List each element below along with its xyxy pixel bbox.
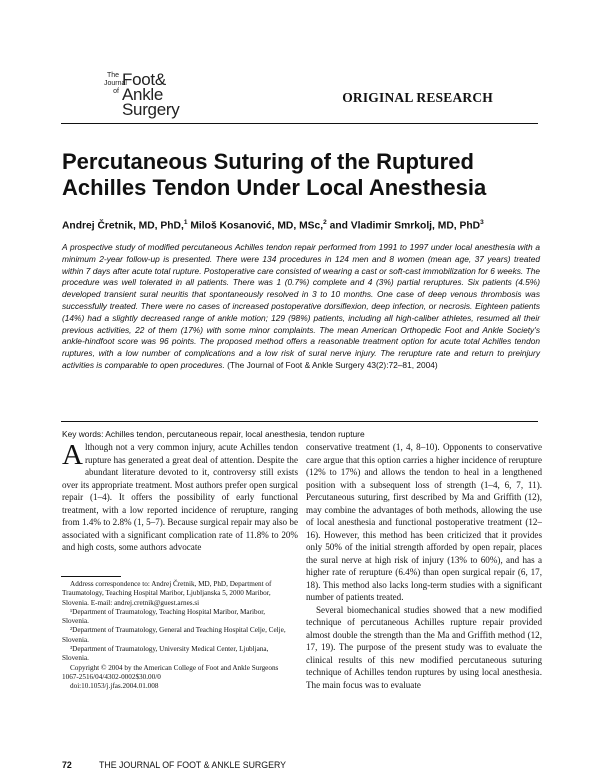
abstract-citation: (The Journal of Foot & Ankle Surgery 43(2):72–81, 2004) [227, 359, 438, 370]
footnote-doi: doi:10.1053/j.jfas.2004.01.008 [70, 682, 159, 691]
body-column-left [62, 441, 298, 575]
logo-line-of: of [113, 88, 119, 95]
article-title-line-1: Percutaneous Suturing of the Ruptured [62, 149, 474, 174]
article-title-line-2: Achilles Tendon Under Local Anesthesia [62, 175, 487, 200]
logo-line-journal: Journal [104, 80, 127, 87]
footnote-affiliation-3: ³Department of Traumatology, University Medical Center, Ljubljana, Slovenia. [62, 645, 269, 663]
footnotes [62, 580, 290, 692]
body-paragraph: Several biomechanical studies showed that a new modified technique of percutaneous Achilles rupture repair provided almost double the strength than the Ma and Griffith method (12, 17, 19). The purpose of the present study was to evaluate the clinical results of this new modified percutaneous suturing technique of Achilles tendon ruptures by using local anesthesia. The main focus was to evaluate [306, 604, 542, 690]
footnote-copyright: Copyright © 2004 by the American College of Foot and Ankle Surgeons 1067-2516/04/4302-0002$30.00/0 [62, 663, 279, 681]
body-paragraph-text: lthough not a very common injury, acute Achilles tendon rupture has generated a great deal of attention. Despite the abundant literature devoted to it, controversy still exists over its appropriate treatment. Most authors prefer open surgical repair (1–4). It offers the possibility of early functional treatment, with a low reported incidence of rerupture, ranging from 1.4% to 2.8% (1, 5–7). Because surgical repair may also be associated with a significant complication rate of 11.8% to 20% and high costs, some authors advocate [62, 442, 298, 552]
logo-line-foot: Foot& [122, 70, 166, 89]
abstract [62, 242, 540, 372]
author-affiliation-marker: 3 [480, 219, 484, 226]
abstract-rule [61, 421, 538, 422]
section-label: ORIGINAL RESEARCH [342, 90, 493, 105]
journal-logo [84, 71, 204, 119]
footnote-rule [61, 576, 121, 577]
footnote-correspondence: Address correspondence to: Andrej Čretnik, MD, PhD, Department of Traumatology, Teaching Hospital Maribor, Ljubljanska 5, 2000 Maribor, Slovenia. E-mail: andrej.cretnik@guest.arnes.si [62, 580, 272, 607]
logo-line-the: The [106, 72, 119, 79]
author-affiliation-marker: 1 [183, 219, 188, 226]
logo-line-ankle: Ankle [122, 85, 164, 104]
body-paragraph [62, 441, 298, 554]
footnote-affiliation-2: ²Department of Traumatology, General and Teaching Hospital Celje, Celje, Slovenia. [62, 626, 286, 644]
logo-line-surgery: Surgery [122, 100, 180, 119]
page-number: 72 [62, 760, 72, 770]
author-name: and Vladimir Smrkolj, MD, PhD [329, 220, 481, 232]
abstract-text: A prospective study of modified percutaneous Achilles tendon repair performed from 1991 to 1997 under local anesthesia with a minimum 2-year follow-up is presented. There were 134 procedures in 124 men and 8 women (mean age, 37 years) treated within 7 days after acute total rupture. Postoperative care consisted of wearing a cast or soft-cast immobilization for 6 weeks. The procedure was well tolerated in all patients. There was 1 (0.7%) complete and 4 (3%) partial reruptures. Six patients (4.5%) developed transient sural neuritis that spontaneously resolved in 3 to 10 months. One case of deep venous thrombosis was successfully treated. There were no cases of increased postoperative dorsiflexion, deep infection, or necrosis. Eighteen patients (14%) had a slightly decreased range of ankle motion; 129 (98%) patients, including all high-caliber athletes, resumed all their previous activities, 22 of them (17%) with some minor complaints. The mean American Orthopedic Foot and Ankle Society's ankle-hindfoot score was 96 points. The proposed method offers a reasonable treatment option for acute total Achilles tendon ruptures, with a low number of complications and a low risk of sural nerve injury. The rerupture rate and return to preinjury activities is comparable to open procedures. [62, 242, 540, 370]
body-column-right [306, 441, 542, 746]
author-name: Andrej Čretnik, MD, PhD, [62, 220, 184, 232]
journal-logo-title [122, 72, 179, 117]
body-paragraph: conservative treatment (1, 4, 8–10). Opponents to conservative care argue that this option carries a higher incidence of rerupture (12% to 17%) and allows the tendon to heal in a lengthened position with a subsequent loss of strength (1–4, 6, 7, 11). Percutaneous suturing, first described by Ma and Griffith (12), may combine the advantages of both methods, allowing the use of local anesthesia and functional postoperative treatment (12–16). However, this method has been criticized that it provides only 50% of the initial strength afforded by open repair, places the sural nerve at high risk of injury (13% to 60%), and has a higher rate of rerupture (6.4%) than open surgical repair (6, 17, 18). This method also lacks long-term studies with a significant number of patients treated. [306, 442, 542, 602]
drop-cap: A [62, 441, 83, 471]
journal-logo-small-text [104, 72, 127, 96]
article-title [62, 149, 542, 201]
keywords: Key words: Achilles tendon, percutaneous repair, local anesthesia, tendon rupture [62, 429, 365, 439]
author-list [62, 219, 542, 231]
running-footer: THE JOURNAL OF FOOT & ANKLE SURGERY [99, 760, 287, 770]
footnote-affiliation-1: ¹Department of Traumatology, Teaching Hospital Maribor, Maribor, Slovenia. [62, 607, 266, 626]
header-rule [61, 123, 538, 124]
author-name: Miloš Kosanović, MD, MSc, [190, 220, 324, 232]
author-affiliation-marker: 2 [323, 219, 327, 226]
